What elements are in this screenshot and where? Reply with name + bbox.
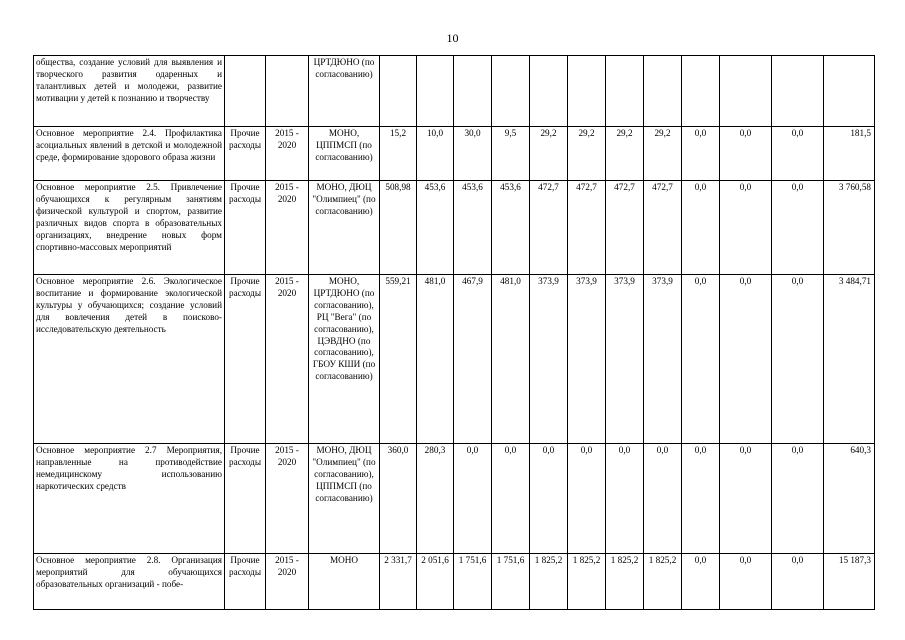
activity-description: Основное мероприятие 2.8. Организация мероприятий для обучающихся образовательных организаций - побе- [34, 554, 225, 610]
period [266, 56, 309, 127]
year-value: 360,0 [380, 444, 417, 554]
year-value: 0,0 [530, 444, 568, 554]
year-value: 467,9 [454, 275, 492, 444]
year-value: 0,0 [772, 554, 824, 610]
year-value [492, 56, 530, 127]
table-row [34, 444, 875, 554]
year-value [530, 56, 568, 127]
activity-description: Основное мероприятие 2.6. Экологическое воспитание и формирование экологической культуры у обучающихся; создание условий для вовлечения детей в поисково-исследовательскую деятельность [34, 275, 225, 444]
period: 2015 - 2020 [266, 554, 309, 610]
year-value: 0,0 [492, 444, 530, 554]
year-value: 1 825,2 [644, 554, 682, 610]
year-value: 0,0 [644, 444, 682, 554]
year-value: 280,3 [417, 444, 454, 554]
year-value: 1 825,2 [568, 554, 606, 610]
activity-description: Основное мероприятие 2.4. Профилактика асоциальных явлений в детской и молодежной среде, формирование здорового образа жизни [34, 127, 225, 181]
year-value: 0,0 [772, 181, 824, 275]
total-value [824, 56, 875, 127]
year-value: 1 751,6 [454, 554, 492, 610]
year-value: 0,0 [454, 444, 492, 554]
year-value: 0,0 [720, 275, 772, 444]
year-value [644, 56, 682, 127]
executor: МОНО, ДЮЦ "Олимпиец" (по согласованию), ЦППМСП (по согласованию) [309, 444, 380, 554]
year-value [454, 56, 492, 127]
year-value: 0,0 [720, 444, 772, 554]
total-value: 15 187,3 [824, 554, 875, 610]
year-value: 29,2 [606, 127, 644, 181]
period: 2015 - 2020 [266, 275, 309, 444]
total-value: 181,5 [824, 127, 875, 181]
executor: МОНО [309, 554, 380, 610]
year-value: 453,6 [454, 181, 492, 275]
period: 2015 - 2020 [266, 181, 309, 275]
executor: МОНО, ДЮЦ "Олимпиец" (по согласованию) [309, 181, 380, 275]
year-value: 0,0 [720, 554, 772, 610]
year-value [720, 56, 772, 127]
activity-description: Основное мероприятие 2.7 Мероприятия, направленные на противодействие немедицинскому использованию наркотических средств [34, 444, 225, 554]
total-value: 3 760,58 [824, 181, 875, 275]
year-value [568, 56, 606, 127]
total-value: 640,3 [824, 444, 875, 554]
activity-description: общества, создание условий для выявления и творческого развития одаренных и талантливых детей и молодежи, развитие мотивации у детей к познанию и творчеству [34, 56, 225, 127]
table-row [34, 275, 875, 444]
year-value: 373,9 [530, 275, 568, 444]
year-value: 453,6 [417, 181, 454, 275]
budget-table [33, 55, 875, 610]
year-value: 1 825,2 [530, 554, 568, 610]
expense-type: Прочие расходы [225, 127, 266, 181]
year-value [417, 56, 454, 127]
year-value: 373,9 [644, 275, 682, 444]
executor: МОНО, ЦРТДЮНО (по согласованию), РЦ "Вега" (по согласованию), ЦЭВДНО (по согласованию), ГБОУ КШИ (по согласованию) [309, 275, 380, 444]
executor: ЦРТДЮНО (по согласованию) [309, 56, 380, 127]
year-value: 508,98 [380, 181, 417, 275]
year-value: 0,0 [682, 181, 720, 275]
year-value: 0,0 [720, 127, 772, 181]
year-value [606, 56, 644, 127]
year-value: 472,7 [644, 181, 682, 275]
table-row [34, 554, 875, 610]
expense-type [225, 56, 266, 127]
year-value: 15,2 [380, 127, 417, 181]
year-value: 0,0 [772, 275, 824, 444]
expense-type: Прочие расходы [225, 554, 266, 610]
year-value: 2 331,7 [380, 554, 417, 610]
year-value: 0,0 [682, 554, 720, 610]
year-value: 472,7 [530, 181, 568, 275]
table-row [34, 127, 875, 181]
activity-description: Основное мероприятие 2.5. Привлечение обучающихся к регулярным занятиям физической культурой и спортом, развитие различных видов спорта в образовательных организациях, внедрение новых форм спортивно-массовых мероприятий [34, 181, 225, 275]
year-value [772, 56, 824, 127]
expense-type: Прочие расходы [225, 444, 266, 554]
year-value: 1 825,2 [606, 554, 644, 610]
total-value: 3 484,71 [824, 275, 875, 444]
year-value: 29,2 [644, 127, 682, 181]
table-row [34, 181, 875, 275]
year-value: 0,0 [682, 127, 720, 181]
year-value: 481,0 [492, 275, 530, 444]
year-value: 0,0 [606, 444, 644, 554]
year-value: 0,0 [568, 444, 606, 554]
year-value [682, 56, 720, 127]
year-value: 29,2 [530, 127, 568, 181]
year-value: 0,0 [720, 181, 772, 275]
year-value: 0,0 [682, 444, 720, 554]
year-value: 373,9 [568, 275, 606, 444]
year-value: 453,6 [492, 181, 530, 275]
year-value: 472,7 [606, 181, 644, 275]
year-value: 559,21 [380, 275, 417, 444]
expense-type: Прочие расходы [225, 275, 266, 444]
year-value: 373,9 [606, 275, 644, 444]
year-value: 10,0 [417, 127, 454, 181]
year-value: 1 751,6 [492, 554, 530, 610]
period: 2015 - 2020 [266, 127, 309, 181]
expense-type: Прочие расходы [225, 181, 266, 275]
year-value [380, 56, 417, 127]
year-value: 9,5 [492, 127, 530, 181]
table-row [34, 56, 875, 127]
executor: МОНО, ЦППМСП (по согласованию) [309, 127, 380, 181]
year-value: 0,0 [772, 444, 824, 554]
page-number: 10 [446, 31, 459, 45]
year-value: 29,2 [568, 127, 606, 181]
year-value: 481,0 [417, 275, 454, 444]
year-value: 0,0 [772, 127, 824, 181]
period: 2015 - 2020 [266, 444, 309, 554]
year-value: 2 051,6 [417, 554, 454, 610]
year-value: 472,7 [568, 181, 606, 275]
year-value: 0,0 [682, 275, 720, 444]
year-value: 30,0 [454, 127, 492, 181]
